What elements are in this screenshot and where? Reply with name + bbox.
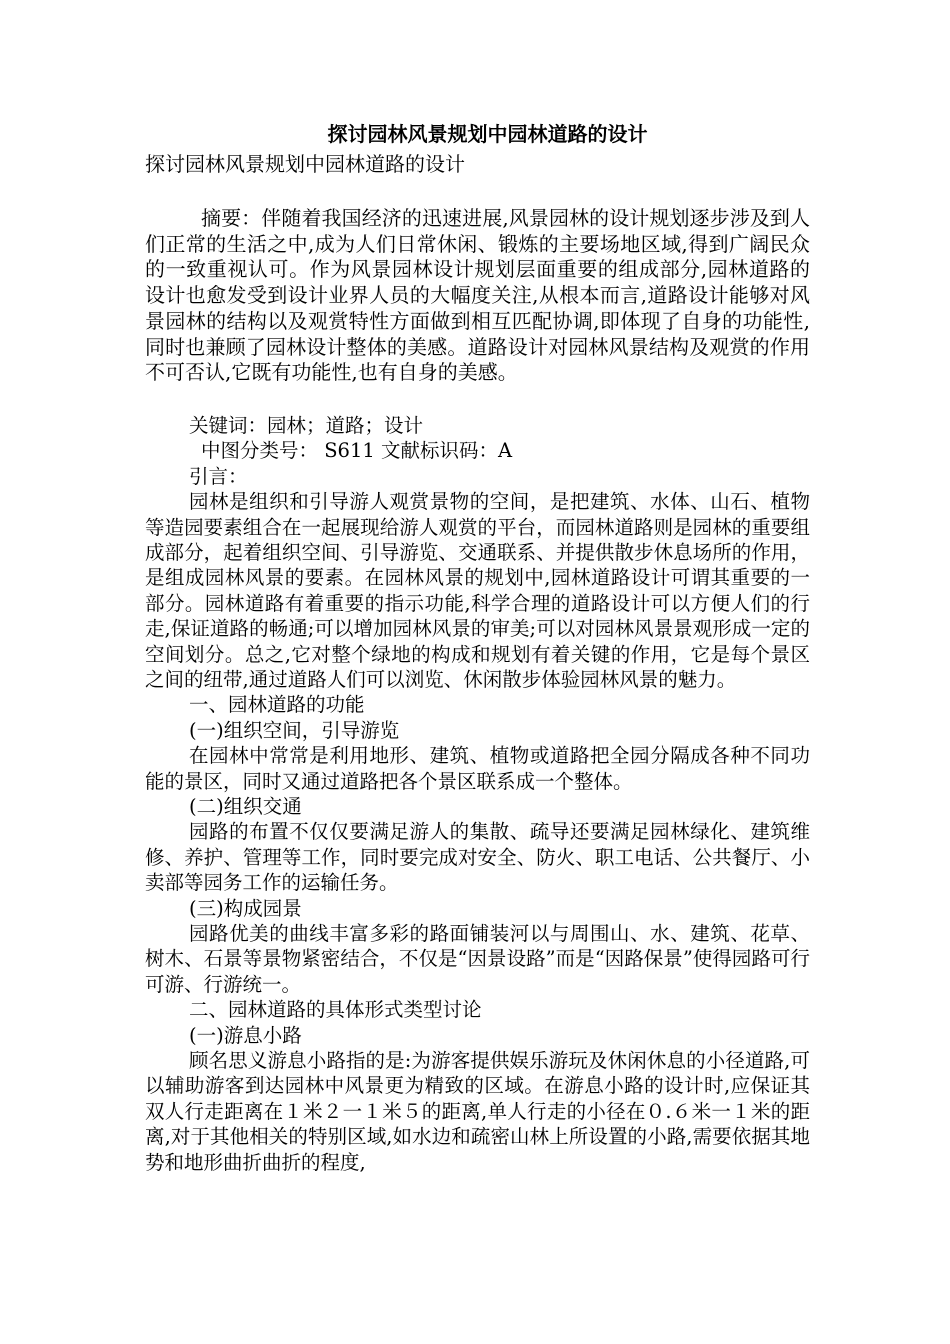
subsection-1-1-heading: (一)组织空间，引导游览: [189, 718, 400, 742]
subsection-2-1-heading: (一)游息小路: [189, 1023, 302, 1047]
intro-paragraph: 园林是组织和引导游人观赏景物的空间，是把建筑、水体、山石、植物等造园要素组合在一起展现给游人观赏的平台，而园林道路则是园林的重要组成部分，起着组织空间、引导游览、交通联系、并提供散步休息场所的作用，是组成园林风景的要素。在园林风景的规划中,园林道路设计可谓其重要的一部分。园林道路有着重要的指示功能,科学合理的道路设计可以方便人们的行走,保证道路的畅通;可以增加园林风景的审美;可以对园林风景景观形成一定的空间划分。总之,它对整个绿地的构成和规划有着关键的作用，它是每个景区之间的纽带,通过道路人们可以浏览、休闲散步体验园林风景的魅力。: [145, 490, 810, 691]
abstract-paragraph: 摘要：伴随着我国经济的迅速进展,风景园林的设计规划逐步涉及到人们正常的生活之中,成为人们日常休闲、锻炼的主要场地区域,得到广阔民众的一致重视认可。作为风景园林设计规划层面重要的组成部分,园林道路的设计也愈发受到设计业界人员的大幅度关注,从根本而言,道路设计能够对风景园林的结构以及观赏特性方面做到相互匹配协调,即体现了自身的功能性,同时也兼顾了园林设计整体的美感。道路设计对园林风景结构及观赏的作用不可否认,它既有功能性,也有自身的美感。: [145, 206, 810, 385]
classification-line: 中图分类号： S611 文献标识码：A: [201, 439, 513, 463]
document-title: 探讨园林风景规划中园林道路的设计: [327, 122, 648, 146]
intro-label: 引言：: [189, 464, 248, 488]
keywords-line: 关键词：园林；道路；设计: [189, 413, 424, 437]
document-subtitle: 探讨园林风景规划中园林道路的设计: [145, 152, 465, 176]
document-page: [145, 118, 810, 1175]
section-2-heading: 二、园林道路的具体形式类型讨论: [189, 998, 482, 1022]
subsection-1-3-paragraph: 园路优美的曲线丰富多彩的路面铺装河以与周围山、水、建筑、花草、树木、石景等景物紧密结合，不仅是“因景设路”而是“因路保景”使得园路可行可游、行游统一。: [145, 922, 810, 996]
subsection-1-1-paragraph: 在园林中常常是利用地形、建筑、植物或道路把全园分隔成各种不同功能的景区，同时又通过道路把各个景区联系成一个整体。: [145, 744, 810, 793]
section-1-heading: 一、园林道路的功能: [189, 693, 365, 717]
subsection-1-3-heading: (三)构成园景: [189, 896, 302, 920]
subsection-1-2-paragraph: 园路的布置不仅仅要满足游人的集散、疏导还要满足园林绿化、建筑维修、养护、管理等工作，同时要完成对安全、防火、职工电话、公共餐厅、小卖部等园务工作的运输任务。: [145, 820, 810, 895]
subsection-1-2-heading: (二)组织交通: [189, 795, 302, 819]
subsection-2-1-paragraph: 顾名思义游息小路指的是:为游客提供娱乐游玩及休闲休息的小径道路,可以辅助游客到达园林中风景更为精致的区域。在游息小路的设计时,应保证其双人行走距离在１米２一１米５的距离,单人行走的小径在０.６米一１米的距离,对于其他相关的特别区域,如水边和疏密山林上所设置的小路,需要依据其地势和地形曲折曲折的程度,: [145, 1049, 810, 1174]
